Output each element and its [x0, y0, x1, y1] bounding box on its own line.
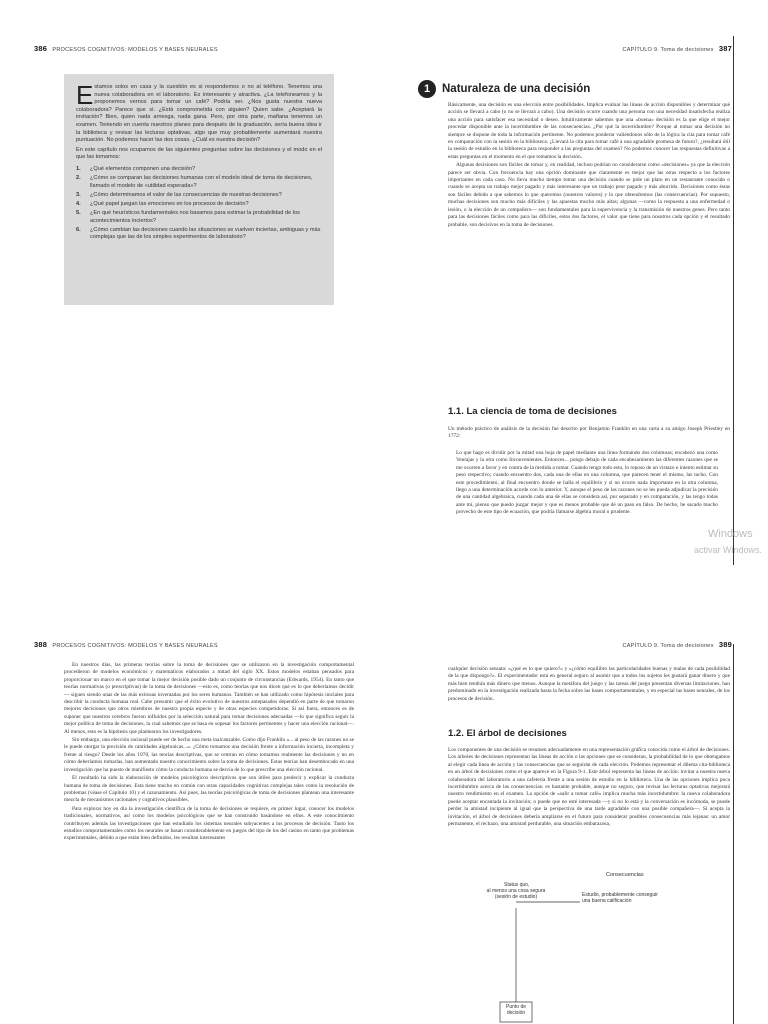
question-number: 2. — [76, 175, 81, 182]
decision-point-label: Punto de decisión — [505, 1004, 527, 1016]
body-paragraph: cualquier decisión sensata: «¿qué es lo que quiero?» y «¿cómo equilibro las particularidades buenas y malas de cada posibilidad de la que dispongo?». El experimentador está en general seguro al asumir que a todos los sujetos les gustará ganar dinero y que más bien tendrán más dinero que menos. Aunque la metáfora del juego y las tareas del juego presentan diversas limitaciones, han predominado en la investigación realizada hasta la fecha sobre las bases comportamentales, y en especial las bases neurales, de los procesos de decisión. — [448, 666, 730, 702]
consequences-label: Consecuencias — [606, 872, 644, 878]
question-text: ¿Cómo determinamos el valor de las consecuencias de nuestras decisiones? — [90, 191, 282, 198]
question-item — [76, 201, 322, 209]
chapter-intro-box — [64, 74, 334, 305]
status-quo-detail: al menos una cosa segura (sesión de estudio) — [486, 888, 546, 900]
page-387 — [384, 0, 768, 585]
subsection-title: 1.1. La ciencia de toma de decisiones — [448, 406, 617, 417]
section-heading — [418, 80, 590, 98]
status-quo-detail-box — [478, 888, 554, 910]
subsection-title: 1.2. El árbol de decisiones — [448, 728, 567, 739]
decision-tree-figure — [464, 866, 724, 1024]
questions-list — [76, 166, 322, 242]
question-text: ¿En qué heurísticos fundamentales nos basamos para estimar la probabilidad de los acontecimientos inciertos? — [90, 209, 300, 224]
page-386 — [0, 0, 384, 585]
page-edge-line — [733, 36, 734, 565]
question-text: ¿Qué elementos componen una decisión? — [90, 165, 196, 172]
body-paragraph: El resultado ha sido la elaboración de modelos psicológicos descriptivos que son útiles para predecir y explicar la conducta humana de toma de decisiones. Esta tiene mucho en común con otras capacidades cognitivas complejas tales como la resolución de problemas (véase el Capítulo 10) y el razonamiento. Así pues, las teorías psicológicas de toma de decisiones plantean una interesante mezcla de mecanismos racionales y cognitivos plausibles. — [64, 775, 354, 804]
page-389-body — [448, 747, 730, 829]
question-item — [76, 175, 322, 190]
question-item — [76, 166, 322, 174]
page-gap — [0, 585, 768, 614]
body-paragraph: Básicamente, una decisión es una elección entre posibilidades. Implica evaluar las líneas de acción disponibles y determinar qué acción se llevará a cabo (o no se llevará a cabo). Una decisión ocurre cuando una persona con una necesidad insatisfecha realiza una acción para satisfacer esa necesidad o deseo. Intuitivamente sabemos que una «buena» decisión es la que elige el mejor procedar disponible ante la incertidumbre de las consecuencias. ¿Por qué la incertidumbre? Porque al tomar una decisión no siempre se dispone de toda la información pertinente. No podemos ponderar valiéndonos sólo de la lógica la cita para tomar café en comparación con la sesión en la biblioteca. ¿Llevará la cita para tomar café a una agradable promesa de futuro?, ¿resultará útil la sesión de estudio en la biblioteca para responder a las preguntas del examen? No podemos conocer las respuestas definitivas a estas preguntas en el momento en el que tomamos la decisión. — [448, 102, 730, 160]
running-head-left — [34, 640, 218, 649]
running-head-right — [623, 44, 732, 53]
page-number: 389 — [718, 640, 732, 649]
section-title: Naturaleza de una decisión — [442, 83, 591, 96]
running-head-text: PROCESOS COGNITIVOS: MODELOS Y BASES NEURALES — [52, 47, 218, 53]
section-number-badge: 1 — [418, 80, 436, 98]
question-item — [76, 192, 322, 200]
watermark-line-1: Windows — [708, 528, 753, 540]
page-388 — [0, 614, 384, 1024]
page-number: 388 — [34, 640, 48, 649]
body-paragraph: Para explorar hoy en día la investigación científica de la toma de decisiones se requiere, en primer lugar, conocer los modelos tradicionales, normativos, así como los modelos psicológicos que se han construido basándose en ellos. A este conocimiento contribuyen además las investigaciones que han estudiado los sistemas neurales subyacentes a los procesos de decisión. Tanto los estudios comportamentales como los neurales se basan considerablemente en juegos del tipo de los del casino en tanto que problemas experimentales, debido a que están bien definidos, les resultan interesantes — [64, 805, 354, 842]
question-number: 5. — [76, 209, 81, 216]
subsection-intro-text: Un método práctico de análisis de la decisión fue descrito por Benjamin Franklin en una carta a su amigo Joseph Priestley en 1772: — [448, 426, 730, 440]
question-number: 6. — [76, 226, 81, 233]
section-body — [448, 102, 730, 230]
question-text: ¿Qué papel juegan las emociones en los procesos de decisión? — [90, 200, 249, 207]
subsection-intro — [448, 426, 730, 442]
page-388-body — [64, 662, 354, 844]
page-number: 386 — [34, 44, 48, 53]
drop-cap: E — [76, 80, 94, 110]
spread-bottom — [0, 614, 768, 1024]
outcome-box — [582, 892, 666, 914]
running-head-text: PROCESOS COGNITIVOS: MODELOS Y BASES NEURALES — [52, 643, 218, 649]
question-text: ¿Cómo se comparan las decisiones humanas con el modelo ideal de toma de decisiones, llamado el modelo de «utilidad esperada»? — [90, 175, 313, 189]
page-number: 387 — [718, 44, 732, 53]
body-paragraph: Algunas decisiones son fáciles de tomar y, en realidad, incluso podrían no considerarse como «decisiones» ya que la elección parece ser obvia. Con frecuencia hay una opción dominante que claramente es mejor que las otras respecto a los factores importantes en cada caso. No lleva mucho tiempo tomar una decisión cuando se pide un plato en un restaurante conocido o cuando se acepta un trabajo mejor pagado y más interesante que un trabajo peor pagado y más aburrido. Decisiones como éstas son fáciles debido a que sabemos lo que queremos (nuestros valores) y lo que obtendremos (las consecuencias). Por supuesto, muchas decisiones son mucho más difíciles y las apuestas mucho más altas; algunas —como la respuesta a una enfermedad o lesión, o la elección de un compañero— son fundamentales para la supervivencia y la transmisión de nuestros genes. Pero tanto para las decisiones fáciles como para las difíciles, estos dos factores, el valor que tiene para nosotros cada opción y el resultado probable, son decisivos en la toma de decisiones. — [448, 162, 730, 228]
question-number: 3. — [76, 191, 81, 198]
question-number: 1. — [76, 165, 81, 172]
question-number: 4. — [76, 200, 81, 207]
status-quo-label: Status quo, — [504, 882, 530, 888]
running-head-left — [34, 44, 218, 53]
page-389 — [384, 614, 768, 1024]
intro-paragraph-2: En este capítulo nos ocupamos de las siguientes preguntas sobre las decisiones y el modo en el que las tomamos: — [76, 146, 322, 161]
running-head-right — [623, 640, 732, 649]
decision-point-text-box — [500, 1004, 532, 1022]
question-text: ¿Cómo cambian las decisiones cuando las situaciones se vuelven inciertas, ambiguas y más complejas que las de los simples experimentos de laboratorio? — [90, 226, 321, 241]
question-item — [76, 210, 322, 225]
page-edge-line — [733, 644, 734, 1024]
outcome-label: Estudio, probablemente conseguir una buena calificación — [582, 892, 658, 904]
watermark-line-2: activar Windows. — [694, 545, 763, 555]
question-item — [76, 227, 322, 242]
running-head-text: CAPÍTULO 9. Toma de decisiones — [622, 47, 714, 53]
page-389-intro — [448, 666, 730, 704]
running-head-text: CAPÍTULO 9. Toma de decisiones — [622, 643, 714, 649]
franklin-quote: Lo que hago es dividir por la mitad una hoja de papel mediante una línea formando dos columnas; encabezó una como Ventajas y la otra como Inconvenientes. Entonces... pongo debajo de cada encabezamiento las diferentes razones que se me ocurren a favor y en contra de la medida a tomar. Cuando tengo todo esto, lo reposo de un vistazo e intento estimar su peso respectivo; cuando encuentro dos, cada una de ellas en una columna, que parecen tener el mismo, las tacho. Con este procedimiento, al final encuentro donde se halla el equilibrio y si no ocurre nada importante en la otra columna, llego a una determinación acorde con lo anterior. Y, aunque el peso de las razones no se les pueda adjudicar la precisión de una cantidad algebraica, cuando cada una de ellas se considera así, por separado y en comparación, y las tengo todas ante mí, pienso que puedo juzgar mejor y que es menos probable que dé un paso en falso. De hecho, he sacado mucho provecho de este tipo de ecuación, que podría llamarse álgebra moral o prudente. — [456, 450, 718, 516]
body-paragraph: En nuestros días, las primeras teorías sobre la toma de decisiones que se utilizaron en la investigación comportamental procedieron de modelos económicos y matemáticos elaborados a mitad del siglo XX. Estos modelos estaban pensados para proporcionar un marco en el que tomar la mejor decisión posible dado un conjunto de circunstancias (Edwards, 1954). En tanto que teorías normativas (o prescriptivas) de la toma de decisiones —esto es, como teorías que nos dicen qué es lo que deberíamos decidir— siguen siendo unas de las más exitosas inventadas por los seres humanos. También se han utilizado como hipótesis iniciales para describir la conducta humana real. Cabe presumir que el éxito evolutivo de nuestros antepasados dependió en parte de que tomaron mejores decisiones que otros miembros de nuestra propia especie y de otras especies competidoras. Si así fuera, entonces es de suponer que nuestros cerebros fueron influidos por la selección natural para tomar decisiones adecuadas —lo que significa seguir la mejor política de toma de decisiones, la cual sabemos que se basa en sopesar los factores pertinentes y hacer una elección racional—. Al menos, esto es la hipótesis que plantearon los investigadores. — [64, 662, 354, 735]
intro-paragraph-1: stamos solos en casa y la cuestión es si respondemos o no al teléfono. Tenemos una nueva colaboradora en el laboratorio. Es interesante y atractiva. ¿La telefoneamos y la proponemos vernos para tomar un café? Podría ser. ¿Nos gusta nuestra nueva colaboradora? Parece que sí. ¿Está comprometida con alguien? Quien sabe. ¿Aceptará la invitación? Bien, quien nada arriesga, nada gana. Pero, por otra parte, mañana tenemos un examen. Teniendo en cuenta nuestros planes para después de la graduación, sería buena idea ir la biblioteca y revisar las lecturas optativas, algo que muy probablemente aumentará nuestra puntuación. No podemos hacer las dos cosas. ¿Cuál es nuestra decisión? — [76, 84, 322, 144]
body-paragraph: Los componentes de una decisión se resumen adecuadamente en una representación gráfica conocida como el árbol de decisiones. Los árboles de decisiones representan las líneas de acción o las opciones que se consideran, la probabilidad de lo que obtengamos al elegir cada línea de acción y las consecuencias que se seguirán de cada elección. Podemos representar el dilema cita-biblioteca en un árbol de decisiones como el que aparece en la Figura 9-1. Este árbol representa las líneas de acción: invitar a nuestra nueva colaboradora del laboratorio a una cafetería frente a una sesión de estudio en la biblioteca. Una de las opciones implica poca incertidumbre acerca de las consecuencias: es bastante probable, aunque no seguro, que revisar las lecturas optativas mejorará nuestro rendimiento en el examen. La opción de «salir a tomar café» implica mucha más incertidumbre: la nueva colaboradora puede aceptar encantada la invitación; o puede que no esté interesada —y si no lo está y la conversación es incómoda, se puede perder la amistad incipiente al igual que la perspectiva de una tarde agradable con una posible compañera—. Si acepta la invitación, el árbol de decisiones debería ampliarse en el futuro para considerar posibles consecuencias más lejanas: un amor permanente, el rechazo, una amistad perdurable, una situación embarazosa, — [448, 747, 730, 828]
body-paragraph: Sin embargo, una elección racional puede ser de hecho una meta inalcanzable. Como dijo Franklin «... al peso de las razones no se le puede otorgar la precisión de cantidades algebraicas...». ¿Cómo tomamos una decisión frente a información incierta, incompleta y frente al riesgo? Desde los años 1970, las teorías descriptivas, que se centran en cómo tomamos realmente las decisiones y no en cómo deberíamos tomarlas, han aumentado nuestro conocimiento sobre la toma de decisiones. Estas teorías han desembocado en una investigación que ha puesto de manifiesto cómo la conducta humana se desvía de lo que prescribe una elección racional. — [64, 737, 354, 773]
